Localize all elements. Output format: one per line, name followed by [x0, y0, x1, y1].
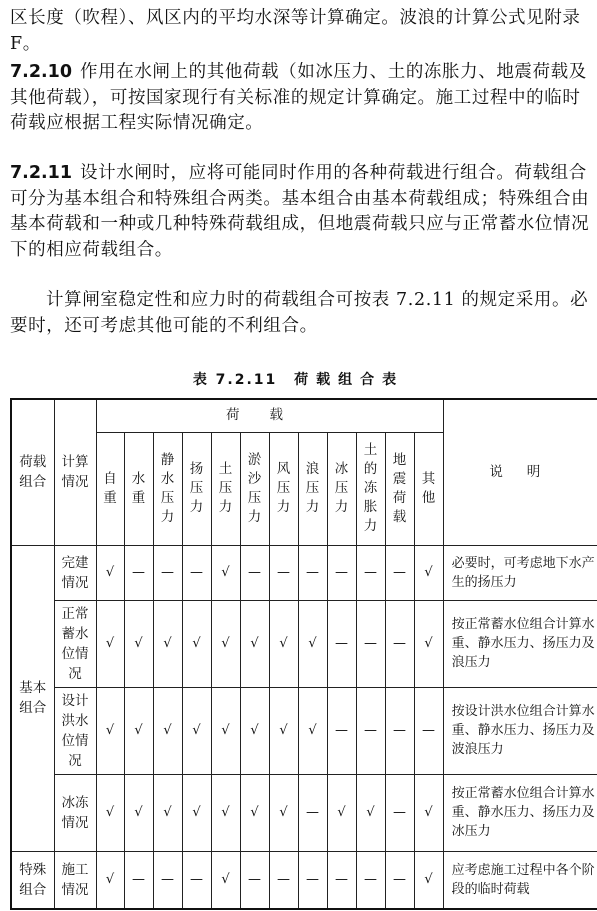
table-row [11, 851, 597, 909]
load-mark-cell: — [327, 851, 356, 909]
load-mark-cell: √ [240, 774, 269, 851]
load-column-header: 土的冻胀力 [356, 432, 385, 545]
paragraph-table-reference: 计算闸室稳定性和应力时的荷载组合可按表 7.2.11 的规定采用。必要时，还可考虑其他可能的不利组合。 [10, 290, 589, 336]
load-mark-cell: √ [211, 545, 240, 600]
load-mark-cell: √ [124, 600, 153, 687]
load-mark-cell: √ [414, 600, 443, 687]
load-mark-cell: — [298, 545, 327, 600]
header-loads-group: 荷载 [96, 399, 443, 432]
note-cell: 按设计洪水位组合计算水重、静水压力、扬压力及波浪压力 [443, 687, 597, 774]
load-column-header: 冰压力 [327, 432, 356, 545]
load-mark-cell: — [356, 687, 385, 774]
case-cell: 设计洪水位情况 [54, 687, 96, 774]
load-mark-cell: √ [269, 774, 298, 851]
load-mark-cell: — [182, 851, 211, 909]
clause-7-2-11 [10, 161, 590, 263]
load-mark-cell: — [385, 774, 414, 851]
table-row [11, 774, 597, 851]
load-mark-cell: √ [298, 687, 327, 774]
load-mark-cell: √ [269, 600, 298, 687]
combo-cell: 特殊组合 [11, 851, 54, 909]
load-mark-cell: √ [182, 687, 211, 774]
case-cell: 正常蓄水位情况 [54, 600, 96, 687]
load-mark-cell: √ [96, 851, 124, 909]
load-mark-cell: √ [96, 545, 124, 600]
clause-number: 7.2.11 [10, 163, 73, 183]
load-mark-cell: √ [182, 600, 211, 687]
load-column-header: 自重 [96, 432, 124, 545]
load-mark-cell: — [385, 851, 414, 909]
load-mark-cell: — [356, 600, 385, 687]
load-mark-cell: √ [414, 774, 443, 851]
load-mark-cell: — [298, 774, 327, 851]
load-mark-cell: √ [240, 600, 269, 687]
load-mark-cell: √ [96, 600, 124, 687]
table-row [11, 687, 597, 774]
load-mark-cell: √ [269, 687, 298, 774]
note-cell: 应考虑施工过程中各个阶段的临时荷载 [443, 851, 597, 909]
load-mark-cell: — [385, 687, 414, 774]
load-mark-cell: √ [96, 687, 124, 774]
load-mark-cell: √ [414, 851, 443, 909]
load-mark-cell: √ [153, 600, 182, 687]
clause-number: 7.2.10 [10, 62, 73, 82]
clause-text: 作用在水闸上的其他荷载（如冰压力、土的冻胀力、地震荷载及其他荷载），可按国家现行有关标准的规定计算确定。施工过程中的临时荷载应根据工程实际情况确定。 [10, 62, 587, 133]
table-caption [0, 369, 597, 389]
load-column-header: 淤沙压力 [240, 432, 269, 545]
load-column-header: 浪压力 [298, 432, 327, 545]
load-mark-cell: — [385, 545, 414, 600]
load-mark-cell: — [298, 851, 327, 909]
table-number: 表 7.2.11 [192, 372, 278, 388]
clause-7-2-10 [10, 60, 590, 137]
note-cell: 按正常蓄水位组合计算水重、静水压力、扬压力及浪压力 [443, 600, 597, 687]
load-mark-cell: — [356, 851, 385, 909]
load-mark-cell: √ [211, 774, 240, 851]
load-column-header: 风压力 [269, 432, 298, 545]
load-mark-cell: √ [182, 774, 211, 851]
load-mark-cell: √ [153, 774, 182, 851]
load-mark-cell: — [269, 545, 298, 600]
load-mark-cell: — [240, 851, 269, 909]
table-title: 荷载组合表 [294, 372, 405, 388]
load-mark-cell: √ [124, 774, 153, 851]
load-mark-cell: √ [356, 774, 385, 851]
load-mark-cell: √ [153, 687, 182, 774]
load-column-header: 土压力 [211, 432, 240, 545]
table-body [11, 545, 597, 909]
combo-cell: 基本组合 [11, 545, 54, 851]
note-cell: 必要时，可考虑地下水产生的扬压力 [443, 545, 597, 600]
load-mark-cell: — [356, 545, 385, 600]
header-case: 计算情况 [54, 399, 96, 545]
case-cell: 冰冻情况 [54, 774, 96, 851]
load-mark-cell: — [269, 851, 298, 909]
load-mark-cell: √ [211, 687, 240, 774]
load-mark-cell: — [153, 545, 182, 600]
load-mark-cell: — [182, 545, 211, 600]
case-cell: 完建情况 [54, 545, 96, 600]
load-mark-cell: — [124, 545, 153, 600]
load-mark-cell: √ [298, 600, 327, 687]
load-mark-cell: √ [327, 774, 356, 851]
paragraph-continuation: 区长度（吹程）、风区内的平均水深等计算确定。波浪的计算公式见附录 F。 [10, 8, 581, 54]
note-cell: 按正常蓄水位组合计算水重、静水压力、扬压力及冰压力 [443, 774, 597, 851]
load-mark-cell: √ [96, 774, 124, 851]
table-row [11, 600, 597, 687]
load-mark-cell: — [153, 851, 182, 909]
load-mark-cell: — [385, 600, 414, 687]
load-mark-cell: — [240, 545, 269, 600]
load-mark-cell: — [124, 851, 153, 909]
load-mark-cell: √ [414, 545, 443, 600]
load-combination-table [10, 398, 597, 910]
clause-text: 设计水闸时，应将可能同时作用的各种荷载进行组合。荷载组合可分为基本组合和特殊组合两类。基本组合由基本荷载组成；特殊组合由基本荷载和一种或几种特殊荷载组成，但地震荷载只应与正常蓄水位情况下的相应荷载组合。 [10, 163, 590, 260]
load-column-header: 其他 [414, 432, 443, 545]
header-combo: 荷载组合 [11, 399, 54, 545]
load-mark-cell: — [327, 687, 356, 774]
case-cell: 施工情况 [54, 851, 96, 909]
table-row [11, 545, 597, 600]
load-column-header: 静水压力 [153, 432, 182, 545]
load-mark-cell: √ [124, 687, 153, 774]
load-mark-cell: √ [211, 851, 240, 909]
header-notes: 说明 [443, 399, 597, 545]
load-mark-cell: — [327, 545, 356, 600]
load-column-header: 地震荷载 [385, 432, 414, 545]
load-column-header: 扬压力 [182, 432, 211, 545]
load-mark-cell: — [327, 600, 356, 687]
load-column-header: 水重 [124, 432, 153, 545]
load-mark-cell: √ [240, 687, 269, 774]
load-mark-cell: — [414, 687, 443, 774]
header-row-top [11, 399, 597, 432]
load-mark-cell: √ [211, 600, 240, 687]
